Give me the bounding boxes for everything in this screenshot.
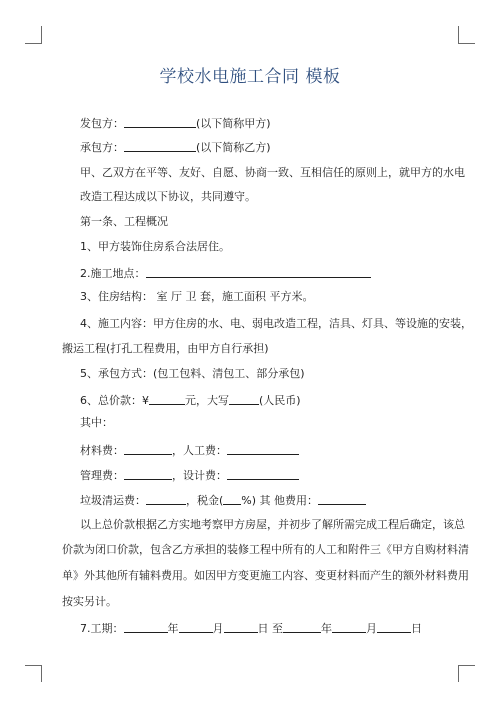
item-6-line	[80, 392, 301, 408]
total-price-words-blank[interactable]	[229, 393, 259, 405]
end-year-blank[interactable]	[283, 621, 321, 633]
end-month-unit: 月	[366, 622, 377, 635]
intro-line-1: 甲、乙双方在平等、友好、自愿、协商一致、互相信任的原则上，就甲方的水电	[80, 166, 465, 179]
material-labor-line	[80, 442, 299, 458]
item-2-label: 2.施工地点：	[80, 267, 146, 280]
end-day-blank[interactable]	[377, 621, 411, 633]
party-a-label: 发包方：	[80, 117, 124, 130]
total-price-currency: (人民币)	[259, 394, 301, 407]
management-design-line	[80, 467, 299, 483]
party-b-label: 承包方：	[80, 141, 124, 154]
design-label: ，设计费：	[172, 469, 227, 482]
management-label: 管理费：	[80, 469, 124, 482]
intro-line-2: 改造工程达成以下协议，共同遵守。	[80, 190, 256, 203]
party-b-blank[interactable]	[124, 140, 196, 152]
material-blank[interactable]	[124, 443, 172, 455]
item-7-line	[80, 620, 422, 636]
item-4-line-1: 4、施工内容：甲方住房的水、电、弱电改造工程，洁具、灯具、等设施的安装，	[80, 317, 472, 330]
management-blank[interactable]	[124, 468, 172, 480]
garbage-label: 垃圾清运费：	[80, 494, 146, 507]
tax-label: ，税金(	[186, 494, 224, 507]
start-day-to: 日 至	[257, 622, 283, 635]
total-price-unit: 元，大写	[185, 394, 229, 407]
end-month-blank[interactable]	[332, 621, 366, 633]
material-label: 材料费：	[80, 444, 124, 457]
party-b-line	[80, 139, 271, 155]
party-b-suffix: (以下简称乙方)	[196, 141, 271, 154]
para-line-3: 单》外其他所有辅料费用。如因甲方变更施工内容、变更材料而产生的额外材料费用	[62, 569, 469, 582]
start-day-blank[interactable]	[224, 621, 258, 633]
labor-blank[interactable]	[227, 443, 299, 455]
start-month-unit: 月	[212, 622, 224, 635]
para-line-4: 按实另计。	[62, 595, 117, 608]
duration-label: 7.工期：	[80, 622, 124, 635]
item-4-line-2: 搬运工程(打孔工程费用，由甲方自行承担)	[62, 342, 269, 355]
total-price-label: 6、总价款：¥	[80, 394, 149, 407]
garbage-blank[interactable]	[146, 493, 186, 505]
labor-label: ，人工费：	[172, 444, 227, 457]
item-1: 1、甲方装饰住房系合法居住。	[80, 240, 230, 253]
end-year-unit: 年	[321, 622, 332, 635]
item-3: 3、住房结构： 室 厅 卫 套，施工面积 平方米。	[80, 290, 314, 303]
tax-rate-blank[interactable]	[223, 493, 241, 505]
para-line-1: 以上总价款根据乙方实地考察甲方房屋，并初步了解所需完成工程后确定，该总	[80, 518, 465, 531]
start-year-unit: 年	[167, 622, 179, 635]
para-line-2: 价款为闭口价款，包含乙方承担的装修工程中所有的人工和附件三《甲方自购材料清	[62, 543, 469, 556]
party-a-line	[80, 115, 271, 131]
end-day-unit: 日	[411, 622, 422, 635]
party-a-blank[interactable]	[124, 116, 196, 128]
total-price-blank[interactable]	[149, 393, 185, 405]
party-a-suffix: (以下简称甲方)	[196, 117, 271, 130]
item-2-line	[80, 265, 371, 281]
start-month-blank[interactable]	[179, 621, 213, 633]
among-label: 其中：	[80, 416, 113, 429]
start-year-blank[interactable]	[124, 621, 168, 633]
article-1-heading: 第一条、工程概况	[80, 215, 168, 228]
other-fee-blank[interactable]	[318, 493, 366, 505]
garbage-tax-line	[80, 492, 366, 508]
document-title: 学校水电施工合同 模板	[159, 67, 341, 87]
tax-other-label: %) 其 他费用：	[241, 494, 319, 507]
item-5: 5、承包方式：(包工包料、清包工、部分承包)	[80, 367, 305, 380]
design-blank[interactable]	[227, 468, 299, 480]
address-blank[interactable]	[146, 266, 371, 278]
